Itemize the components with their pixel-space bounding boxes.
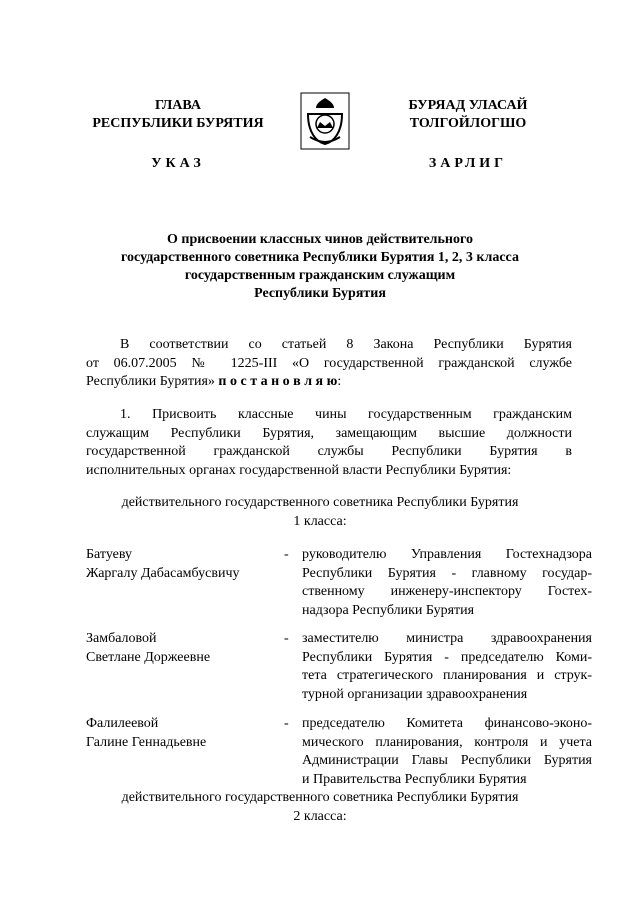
header-left-line1: ГЛАВА: [155, 98, 201, 113]
header-right-line1: БУРЯАД УЛАСАЙ: [408, 98, 528, 113]
coat-of-arms-icon: [300, 92, 350, 150]
title-line: Республики Бурятия: [254, 286, 386, 301]
position-description: председателю Комитета финансово-эконо- мического планирования, контроля и учета Администрации Главы Республики Бурятия и Правительства Республики Бурятия: [302, 716, 592, 787]
item-1-line: служащим Республики Бурятия, замещающим высшие должности: [86, 425, 572, 441]
header-right-line2: ТОЛГОЙЛОГШО: [409, 116, 527, 131]
item-1-line: исполнительных органах государственной власти Республики Бурятия:: [86, 462, 512, 478]
header-left-doc-type: УКАЗ: [151, 156, 205, 171]
item-1-line: 1. Присвоить классные чины государственным гражданским: [120, 407, 572, 422]
person-name: Батуеву Жаргалу Дабасамбусвичу: [86, 547, 240, 581]
person-name: Замбаловой Светлане Доржеевне: [86, 631, 211, 665]
header-right-doc-type: ЗАРЛИГ: [428, 156, 508, 171]
preamble-line: В соответствии со статьей 8 Закона Республики Бурятия: [120, 337, 572, 352]
title-line: государственного советника Республики Бурятия 1, 2, 3 класса: [121, 250, 519, 265]
person-name: Фалилеевой Галине Геннадьевне: [86, 716, 207, 750]
position-description: руководителю Управления Гостехнадзора Республики Бурятия - главному государ- ственному инженеру-инспектору Гостех- надзора Республики Бурятия: [302, 547, 592, 618]
title-line: О присвоении классных чинов действительного: [167, 232, 473, 247]
class-1-heading: действительного государственного советника Республики Бурятия 1 класса:: [121, 495, 519, 529]
title-line: государственным гражданским служащим: [184, 268, 456, 283]
item-1-paragraph: [86, 406, 572, 480]
preamble-paragraph: [86, 336, 572, 392]
position-description: заместителю министра здравоохранения Республики Бурятия - председателю Коми- тета стратегического планирования и струк- турной организации здравоохранения: [302, 631, 592, 702]
preamble-line: от 06.07.2005 № 1225-III «О государственной гражданской службе: [86, 355, 572, 371]
document-page: ГЛАВА РЕСПУБЛИКИ БУРЯТИЯ УКАЗ БУРЯАД УЛАСАЙ ТОЛГОЙЛОГШО ЗАРЛИГ О присвоении классных чинов действительного государственного советника Республики Бурятия 1, 2, 3 класса государственным гражданским служащим Республики Бурятия В соответствии со статьей 8 Закона Республики Бурятия от 06.07.2005 № 1225-III «О государственной гражданской службе Республики Бурятия» п о с т а н о в л я ю: 1. Присвоить классные чины государственным гражданским служащим Республики Бурятия, замещающим высшие должности государственной гражданской службы Республики Бурятия в исполнительных органах государственной власти Республики Бурятия: действительного государственного советника Республики Бурятия 1 класса: Батуеву Жаргалу Дабасамбусвичу - руководителю Управления Гостехнадзора Республики Бурятия - главному государ- ственному инженеру-инспектору Гостех- надзора Республики Бурятия Замбаловой Светлане Доржеевне - заместителю министра здравоохранения Республики Бурятия - председателю Коми- тета стратегического планирования и струк- турной организации здравоохранения Фалилеевой Галине Геннадьевне - председателю Комитета финансово-эконо- мического планирования, контроля и учета Администрации Главы Республики Бурятия и Правительства Республики Бурятия действительного государственного советника Республики Бурятия 2 класса:: [0, 0, 640, 905]
preamble-line: Республики Бурятия» п о с т а н о в л я ю:: [86, 374, 342, 389]
document-title: [60, 231, 580, 303]
item-1-line: государственной гражданской службы Республики Бурятия в: [86, 444, 572, 459]
class-2-heading: действительного государственного советника Республики Бурятия 2 класса:: [121, 790, 519, 824]
decree-verb: п о с т а н о в л я ю: [218, 374, 338, 389]
header-left: [78, 97, 278, 173]
header-left-line2: РЕСПУБЛИКИ БУРЯТИЯ: [92, 116, 264, 131]
header-right: [368, 97, 568, 173]
